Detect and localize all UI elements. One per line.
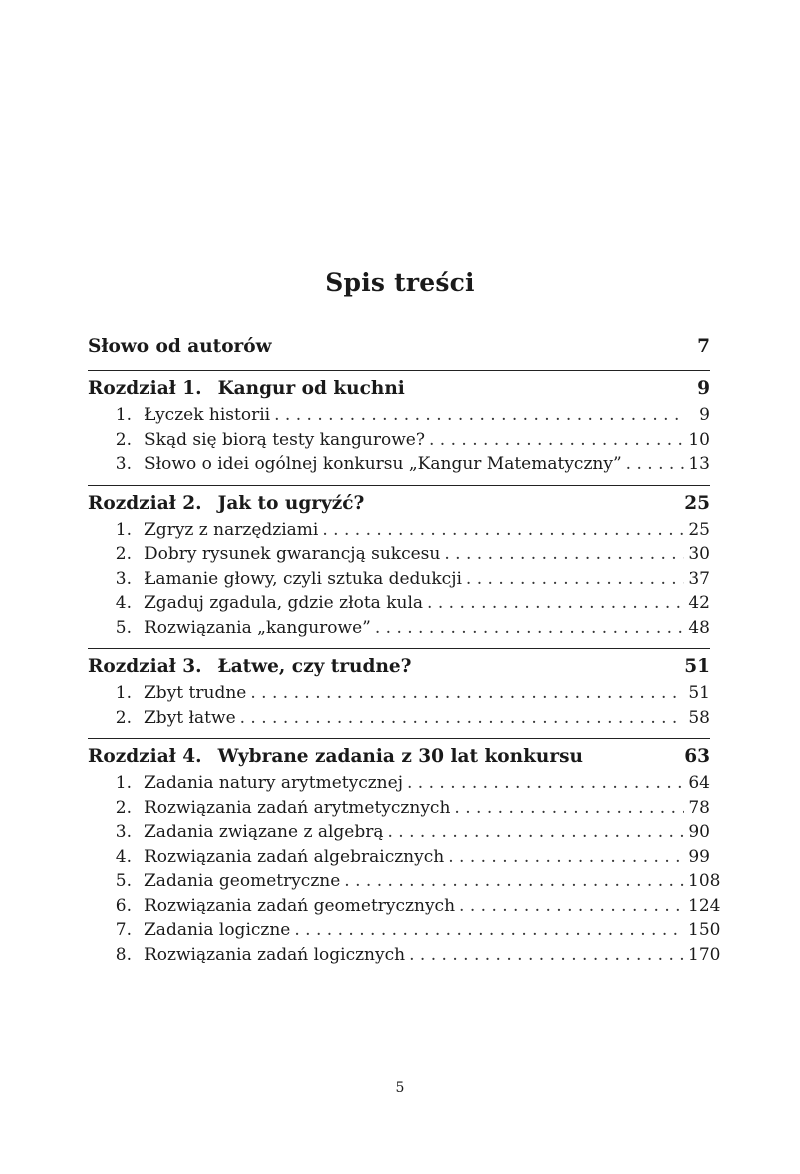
toc-chapter xyxy=(88,738,721,967)
dot-leader xyxy=(444,542,684,567)
section-title: Zbyt trudne xyxy=(144,683,247,703)
toc-section-entry[interactable] xyxy=(88,403,710,428)
section-number: 2. xyxy=(115,707,132,728)
toc-chapter-heading[interactable] xyxy=(88,648,710,681)
chapter-title: Jak to ugryźć? xyxy=(217,492,365,514)
chapter-list xyxy=(88,370,721,967)
dot-leader xyxy=(448,845,684,870)
dot-leader xyxy=(375,616,684,641)
dot-leader xyxy=(459,894,684,919)
section-page: 10 xyxy=(688,429,710,450)
section-title: Rozwiązania zadań arytmetycznych xyxy=(144,797,451,818)
chapter-heading-text xyxy=(88,653,412,681)
dot-leader xyxy=(454,796,684,821)
toc-section-entry[interactable] xyxy=(88,542,710,567)
section-title: Dobry rysunek gwarancją sukcesu xyxy=(144,544,441,564)
section-number: 1. xyxy=(115,405,132,425)
dot-leader xyxy=(274,403,684,428)
toc-chapter-heading[interactable] xyxy=(88,370,710,403)
section-page: 90 xyxy=(688,822,710,842)
dot-leader xyxy=(322,518,684,543)
toc-section-entry[interactable] xyxy=(88,918,721,943)
section-page: 99 xyxy=(688,846,710,867)
section-number: 7. xyxy=(115,920,132,940)
toc-section-entry[interactable] xyxy=(88,943,721,968)
section-title: Słowo o idei ogólnej konkursu „Kangur Matematyczny” xyxy=(144,454,622,474)
section-number: 3. xyxy=(115,568,132,589)
section-page: 108 xyxy=(688,871,721,891)
section-title: Zadania natury arytmetycznej xyxy=(144,773,403,793)
section-page: 37 xyxy=(688,568,710,589)
dot-leader xyxy=(250,681,684,706)
section-page: 13 xyxy=(688,454,710,474)
preface-title: Słowo od autorów xyxy=(88,336,272,357)
dot-leader xyxy=(344,869,684,894)
chapter-heading-text xyxy=(88,743,583,771)
toc-section-entry[interactable] xyxy=(88,796,710,821)
chapter-number: Rozdział 3. xyxy=(88,656,202,677)
section-title: Łamanie głowy, czyli sztuka dedukcji xyxy=(144,568,462,589)
toc-chapter xyxy=(88,648,710,730)
chapter-number: Rozdział 4. xyxy=(88,746,202,767)
toc-section-entry[interactable] xyxy=(88,518,710,543)
toc-section-entry[interactable] xyxy=(88,452,710,477)
section-title: Zadania logiczne xyxy=(144,920,291,940)
chapter-number: Rozdział 1. xyxy=(88,378,202,399)
section-number: 1. xyxy=(115,519,132,540)
section-number: 6. xyxy=(115,895,132,916)
section-page: 64 xyxy=(688,773,710,793)
toc-section-entry[interactable] xyxy=(88,706,710,731)
toc-section-entry[interactable] xyxy=(88,771,710,796)
section-number: 1. xyxy=(115,773,132,793)
section-title: Rozwiązania zadań logicznych xyxy=(144,944,406,965)
section-number: 4. xyxy=(115,846,132,867)
section-number: 2. xyxy=(115,544,132,564)
section-page: 42 xyxy=(688,593,710,613)
section-page: 30 xyxy=(688,544,710,564)
section-title: Zadania związane z algebrą xyxy=(144,822,384,842)
preface-page: 7 xyxy=(697,336,710,357)
toc-section-entry[interactable] xyxy=(88,591,710,616)
section-number: 2. xyxy=(115,797,132,818)
section-page: 25 xyxy=(688,519,710,540)
chapter-page: 51 xyxy=(684,656,710,677)
toc-section-entry[interactable] xyxy=(88,616,710,641)
toc-section-entry[interactable] xyxy=(88,869,721,894)
toc-section-entry[interactable] xyxy=(88,428,710,453)
section-title: Zbyt łatwe xyxy=(144,707,236,728)
dot-leader xyxy=(407,771,684,796)
section-number: 2. xyxy=(115,429,132,450)
chapter-number: Rozdział 2. xyxy=(88,492,202,514)
chapter-title: Łatwe, czy trudne? xyxy=(217,656,412,677)
dot-leader xyxy=(427,591,684,616)
section-page: 170 xyxy=(688,944,721,965)
dot-leader xyxy=(626,452,684,477)
chapter-title: Wybrane zadania z 30 lat konkursu xyxy=(217,746,583,767)
section-number: 8. xyxy=(115,944,132,965)
section-title: Rozwiązania zadań algebraicznych xyxy=(144,846,445,867)
section-page: 78 xyxy=(688,797,710,818)
dot-leader xyxy=(429,428,684,453)
section-number: 3. xyxy=(115,454,132,474)
dot-leader xyxy=(240,706,684,731)
section-page: 9 xyxy=(699,405,710,425)
section-title: Łyczek historii xyxy=(144,405,271,425)
chapter-page: 9 xyxy=(697,378,710,399)
chapter-heading-text xyxy=(88,490,364,518)
toc-chapter xyxy=(88,485,710,641)
section-page: 150 xyxy=(688,920,721,940)
chapter-page: 63 xyxy=(684,746,710,767)
dot-leader xyxy=(294,918,684,943)
chapter-heading-text xyxy=(88,375,405,403)
toc-section-entry[interactable] xyxy=(88,894,721,919)
section-number: 4. xyxy=(115,593,132,613)
section-title: Zgaduj zgadula, gdzie złota kula xyxy=(144,593,424,613)
table-of-contents xyxy=(88,332,721,967)
chapter-title: Kangur od kuchni xyxy=(217,378,405,399)
toc-section-entry[interactable] xyxy=(88,567,710,592)
section-title: Skąd się biorą testy kangurowe? xyxy=(144,429,425,450)
section-title: Rozwiązania zadań geometrycznych xyxy=(144,895,456,916)
section-page: 51 xyxy=(688,683,710,703)
toc-section-entry[interactable] xyxy=(88,681,710,706)
section-title: Zadania geometryczne xyxy=(144,871,341,891)
section-number: 5. xyxy=(115,871,132,891)
toc-section-entry[interactable] xyxy=(88,845,710,870)
section-page: 124 xyxy=(688,895,721,916)
section-number: 1. xyxy=(115,683,132,703)
toc-section-entry[interactable] xyxy=(88,820,710,845)
section-number: 5. xyxy=(115,617,132,638)
dot-leader xyxy=(466,567,684,592)
section-title: Rozwiązania „kangurowe” xyxy=(144,617,371,638)
section-number: 3. xyxy=(115,822,132,842)
chapter-page: 25 xyxy=(684,492,710,514)
page-title: Spis treści xyxy=(325,268,475,297)
dot-leader xyxy=(409,943,684,968)
toc-chapter-heading[interactable] xyxy=(88,738,710,771)
toc-chapter xyxy=(88,370,710,477)
section-page: 48 xyxy=(688,617,710,638)
toc-chapter-heading[interactable] xyxy=(88,485,710,518)
section-title: Zgryz z narzędziami xyxy=(144,519,319,540)
dot-leader xyxy=(388,820,685,845)
toc-preface-entry[interactable] xyxy=(88,332,710,362)
page-number: 5 xyxy=(395,1080,405,1096)
section-page: 58 xyxy=(688,707,710,728)
